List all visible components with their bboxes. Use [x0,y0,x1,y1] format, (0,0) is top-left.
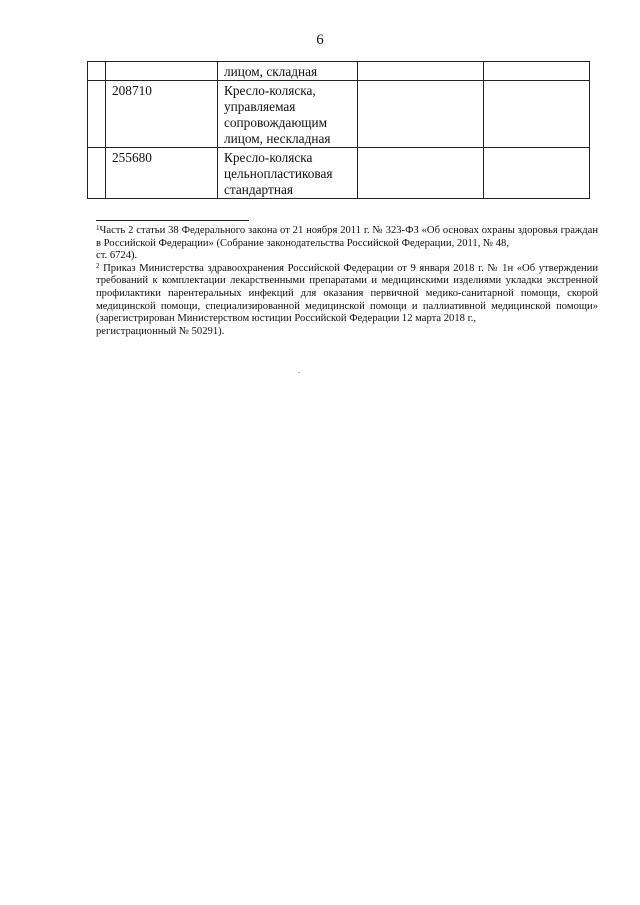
table-cell-code: 208710 [106,81,218,148]
scan-speck [298,372,300,373]
table-row [88,148,590,199]
footnote-separator [96,220,249,221]
footnote-marker: 1 [96,224,100,232]
cell-text-line: лицом, нескладная [224,131,331,146]
table-cell-index [88,148,106,199]
footnotes [96,225,598,338]
table-cell-code [106,62,218,81]
table-cell-name [218,81,358,148]
table-cell-name [218,62,358,81]
table-row [88,81,590,148]
table-cell-empty [484,62,590,81]
footnote-text: Приказ Министерства здравоохранения Российской Федерации от 9 января 2018 г. № 1н «Об утверждении требований к комплектации лекарственными препаратами и медицинскими изделиями укладки экстренной профилактики парентеральных инфекций для оказания первичной медико-санитарной помощи, скорой медицинской помощи, специализированной медицинской помощи и паллиативной медицинской помощи» (зарегистрирован Министерством юстиции Российской Федерации 12 марта 2018 г., [96,262,598,325]
cell-text-line: цельнопластиковая [224,166,333,181]
cell-text-line: Кресло-коляска [224,150,313,165]
footnote-2 [96,263,598,326]
table-cell-empty [358,81,484,148]
medical-devices-table [87,61,590,199]
footnote-text: Часть 2 статьи 38 Федерального закона от 21 ноября 2011 г. № 323-ФЗ «Об основах охраны здоровья граждан в Российской Федерации» (Собрание законодательства Российской Федерации, 2011, № 48, [96,225,598,249]
cell-text-line: Кресло-коляска, [224,83,316,98]
table-cell-index [88,62,106,81]
table-row [88,62,590,81]
cell-text-line: управляемая [224,99,296,114]
table-cell-empty [358,62,484,81]
table-cell-name [218,148,358,199]
table-cell-code: 255680 [106,148,218,199]
table-cell-empty [358,148,484,199]
footnote-2-end: регистрационный № 50291). [96,325,225,337]
cell-text-line: сопровождающим [224,115,328,130]
page-number: 6 [316,32,324,48]
table-cell-empty [484,148,590,199]
footnote-1 [96,225,598,250]
table-cell-index [88,81,106,148]
footnote-1-end: ст. 6724). [96,250,138,262]
table-cell-empty [484,81,590,148]
footnote-marker: 2 [96,261,100,270]
cell-text-line: стандартная [224,182,293,197]
cell-text-line: лицом, складная [224,64,318,79]
